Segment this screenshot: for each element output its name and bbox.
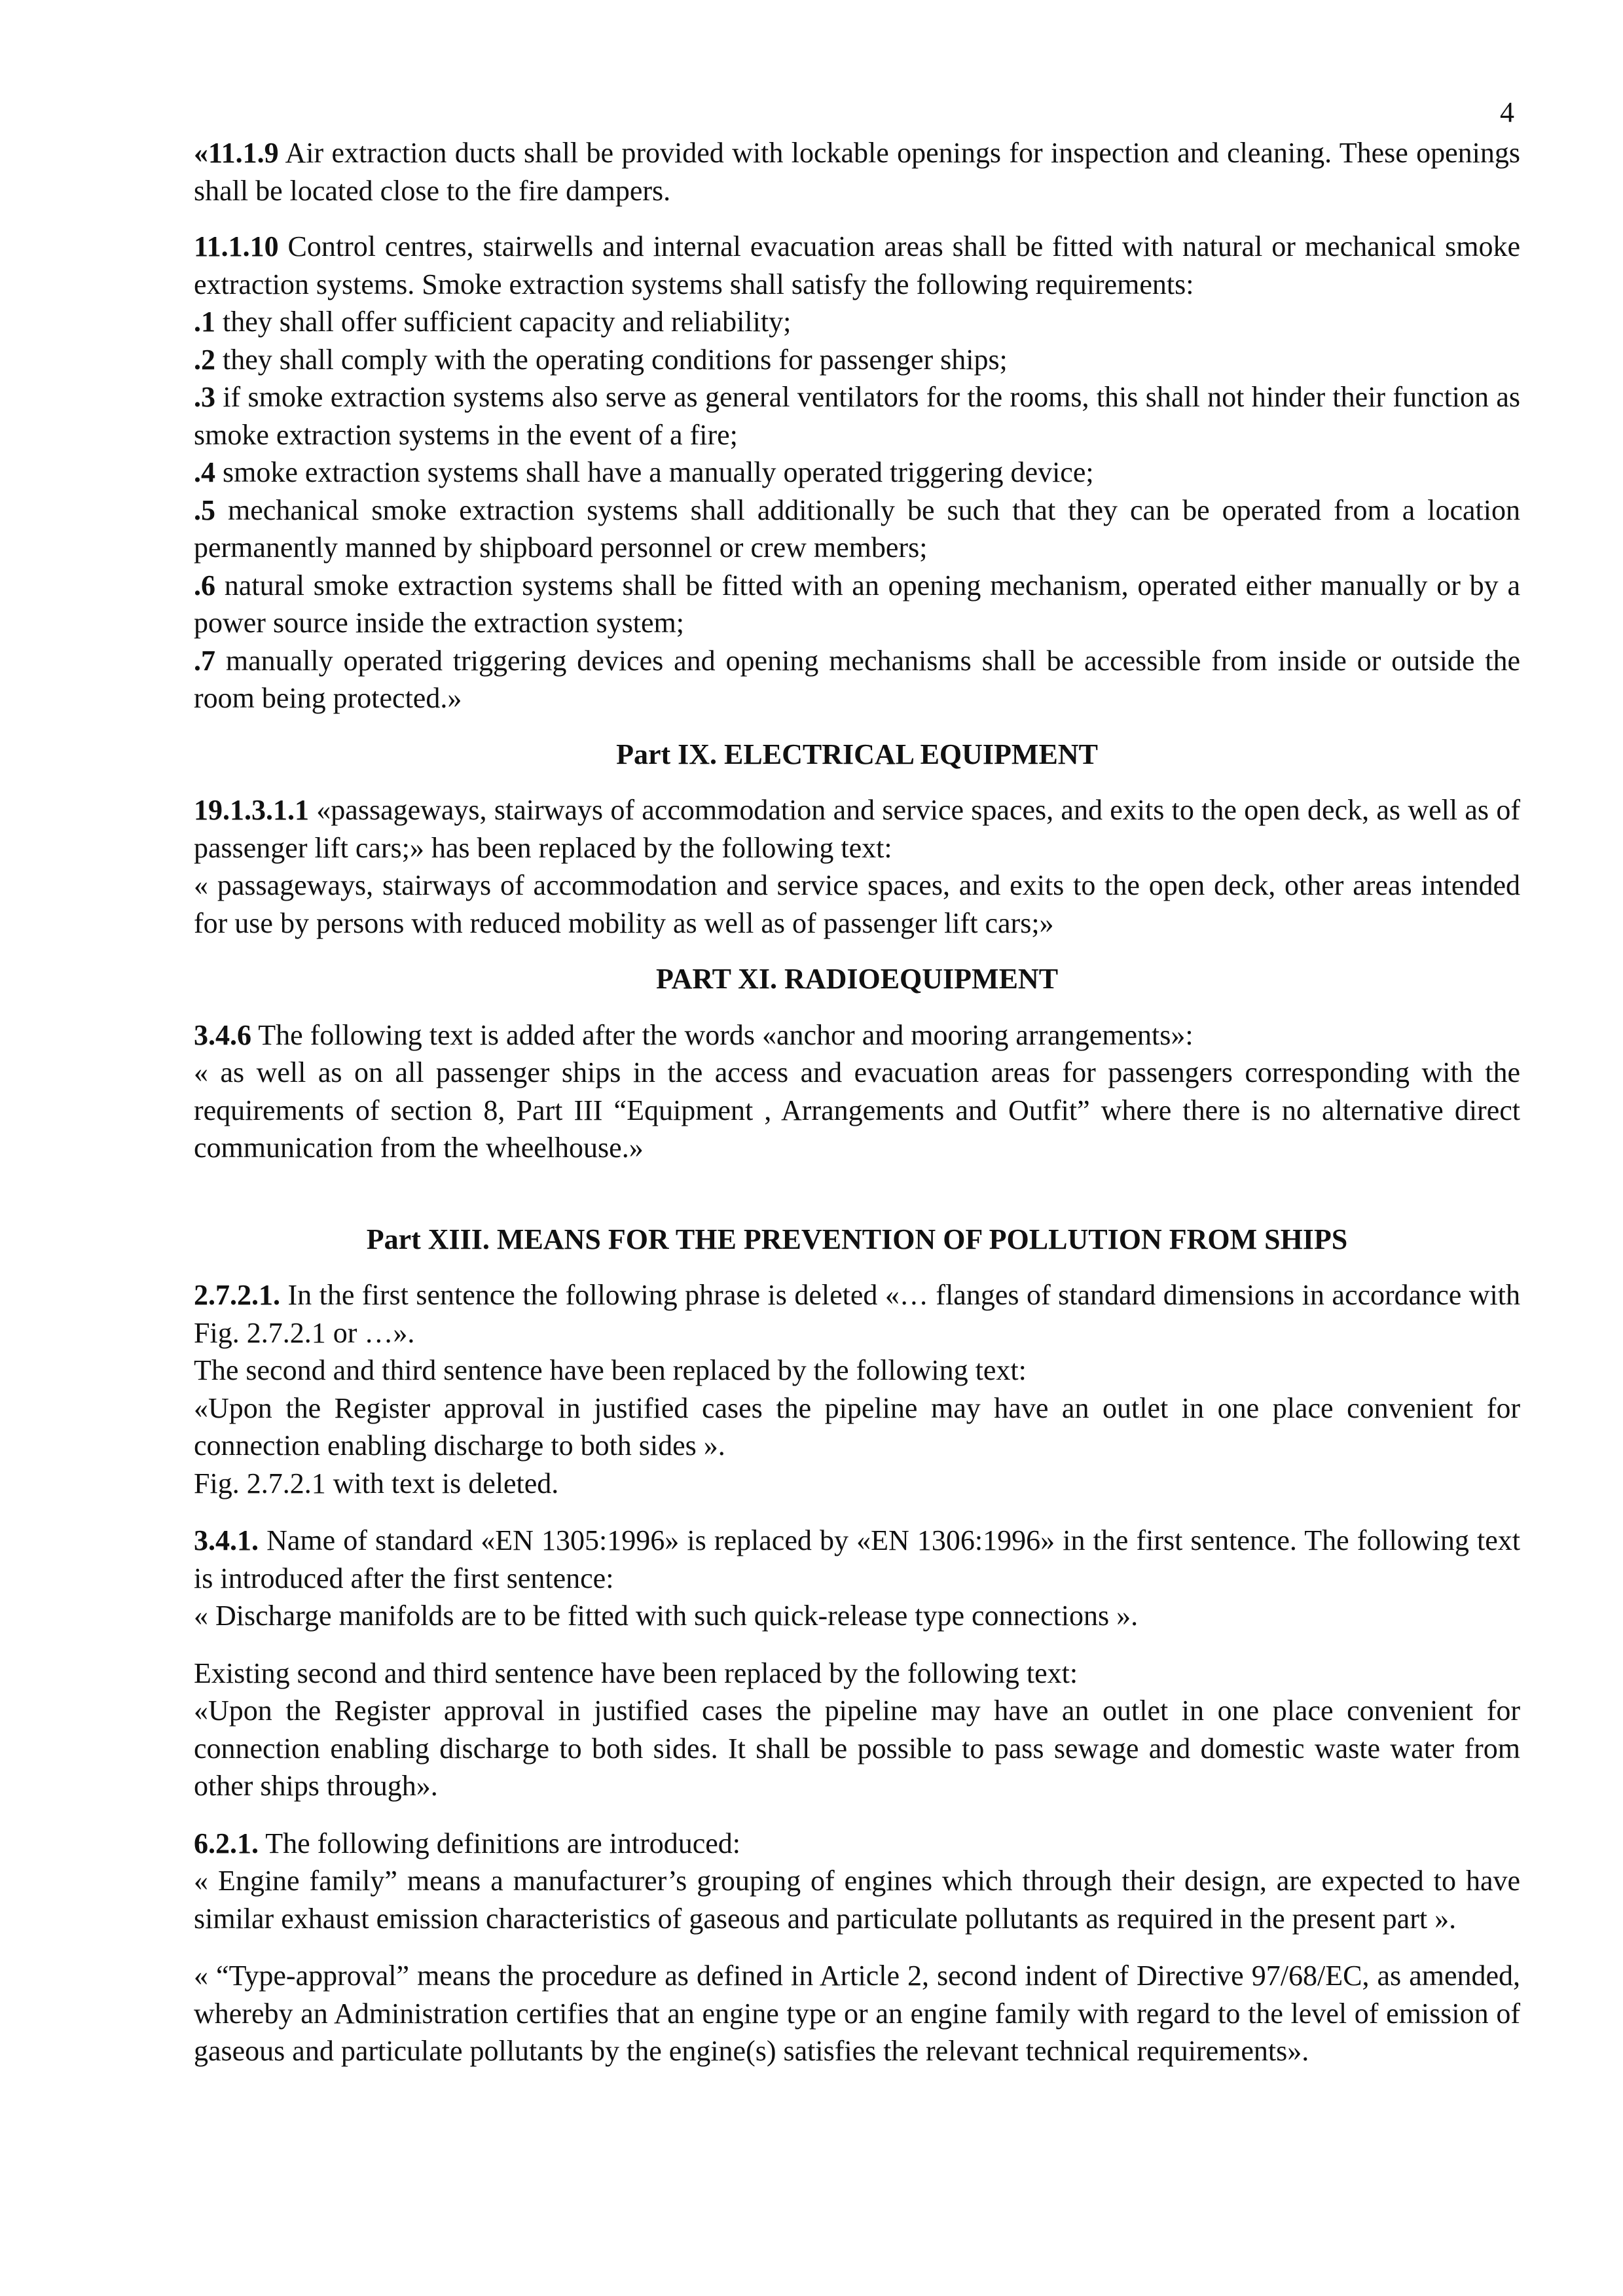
para-3-4-1	[194, 1522, 1520, 1597]
para-6-2-1	[194, 1825, 1520, 1863]
clause-text: Name of standard «EN 1305:1996» is replaced by «EN 1306:1996» in the first sentence. The following text is introduced after the first sentence:	[194, 1524, 1520, 1594]
text-line: «Upon the Register approval in justified cases the pipeline may have an outlet in one place convenient for connection enabling discharge to both sides. It shall be possible to pass sewage and domestic waste water from other ships through».	[194, 1695, 1520, 1802]
item-number: .4	[194, 456, 215, 488]
item-text: manually operated triggering devices and opening mechanisms shall be accessible from inside or outside the room being protected.»	[194, 644, 1520, 714]
list-item	[194, 567, 1520, 642]
list-item	[194, 642, 1520, 717]
definition-type-approval: « “Type-approval” means the procedure as defined in Article 2, second indent of Directive 97/68/EC, as amended, whereby an Administration certifies that an engine type or an engine family with regard to the level of emission of gaseous and particulate pollutants by the engine(s) satisfies the relevant technical requirements».	[194, 1960, 1520, 2067]
para-3-4-6	[194, 1016, 1520, 1054]
item-text: they shall comply with the operating conditions for passenger ships;	[215, 343, 1008, 376]
list-item	[194, 341, 1520, 379]
item-text: they shall offer sufficient capacity and reliability;	[215, 306, 792, 338]
text-line: «Upon the Register approval in justified cases the pipeline may have an outlet in one place convenient for connection enabling discharge to both sides ».	[194, 1391, 1520, 1462]
item-number: .3	[194, 381, 215, 413]
item-number: .6	[194, 569, 215, 601]
clause-number: 3.4.6	[194, 1018, 251, 1051]
item-text: if smoke extraction systems also serve as general ventilators for the rooms, this shall not hinder their function as smoke extraction systems in the event of a fire;	[194, 381, 1520, 451]
list-item	[194, 378, 1520, 454]
item-number: .5	[194, 493, 215, 526]
clause-text: «passageways, stairways of accommodation and service spaces, and exits to the open deck, as well as of passenger lift cars;» has been replaced by the following text:	[194, 794, 1520, 864]
item-text: natural smoke extraction systems shall be fitted with an opening mechanism, operated either manually or by a power source inside the extraction system;	[194, 569, 1520, 639]
definition-engine-family: « Engine family” means a manufacturer’s grouping of engines which through their design, are expected to have similar exhaust emission characteristics of gaseous and particulate pollutants as required in the present part ».	[194, 1865, 1520, 1935]
clause-text: Control centres, stairwells and internal evacuation areas shall be fitted with natural or mechanical smoke extraction systems. Smoke extraction systems shall satisfy the following requirements:	[194, 230, 1520, 300]
clause-number: 6.2.1.	[194, 1827, 259, 1859]
heading-part-xi: PART XI. RADIOEQUIPMENT	[655, 963, 1059, 995]
heading-part-xiii: Part XIII. MEANS FOR THE PREVENTION OF POLLUTION FROM SHIPS	[366, 1223, 1348, 1255]
clause-number: 2.7.2.1.	[194, 1279, 280, 1311]
item-number: .7	[194, 644, 215, 677]
item-number: .2	[194, 343, 215, 376]
item-text: mechanical smoke extraction systems shall additionally be such that they can be operated from a location permanently manned by shipboard personnel or crew members;	[194, 493, 1520, 564]
list-item	[194, 454, 1520, 492]
clause-text: The following text is added after the words «anchor and mooring arrangements»:	[251, 1018, 1194, 1051]
page-content	[194, 134, 1520, 2070]
list-item	[194, 492, 1520, 567]
para-11-1-10	[194, 228, 1520, 303]
heading-part-ix: Part IX. ELECTRICAL EQUIPMENT	[616, 738, 1098, 770]
clause-number: 19.1.3.1.1	[194, 794, 309, 826]
page-number: 4	[1500, 96, 1514, 128]
clause-text: Air extraction ducts shall be provided with lockable openings for inspection and cleaning. These openings shall be located close to the fire dampers.	[194, 137, 1520, 207]
clause-text: In the first sentence the following phrase is deleted «… flanges of standard dimensions in accordance with Fig. 2.7.2.1 or …».	[194, 1279, 1520, 1349]
replacement-text: « passageways, stairways of accommodation and service spaces, and exits to the open deck, other areas intended for use by persons with reduced mobility as well as of passenger lift cars;»	[194, 869, 1520, 939]
clause-number: 11.1.10	[194, 230, 279, 262]
clause-text: The following definitions are introduced:	[259, 1827, 741, 1859]
clause-number: 3.4.1.	[194, 1524, 259, 1556]
text-line: The second and third sentence have been replaced by the following text:	[194, 1354, 1027, 1386]
list-item	[194, 303, 1520, 341]
item-text: smoke extraction systems shall have a manually operated triggering device;	[215, 456, 1094, 488]
text-line: Fig. 2.7.2.1 with text is deleted.	[194, 1467, 559, 1499]
para-19-1-3-1-1	[194, 791, 1520, 867]
clause-number: «11.1.9	[194, 137, 279, 169]
added-text: « as well as on all passenger ships in the access and evacuation areas for passengers corresponding with the requirements of section 8, Part III “Equipment , Arrangements and Outfit” where there is no alternative direct communication from the wheelhouse.»	[194, 1056, 1520, 1164]
para-2-7-2-1	[194, 1276, 1520, 1352]
text-line: « Discharge manifolds are to be fitted with such quick-release type connections ».	[194, 1600, 1139, 1632]
text-line: Existing second and third sentence have been replaced by the following text:	[194, 1657, 1078, 1689]
para-11-1-9	[194, 134, 1520, 209]
item-number: .1	[194, 306, 215, 338]
